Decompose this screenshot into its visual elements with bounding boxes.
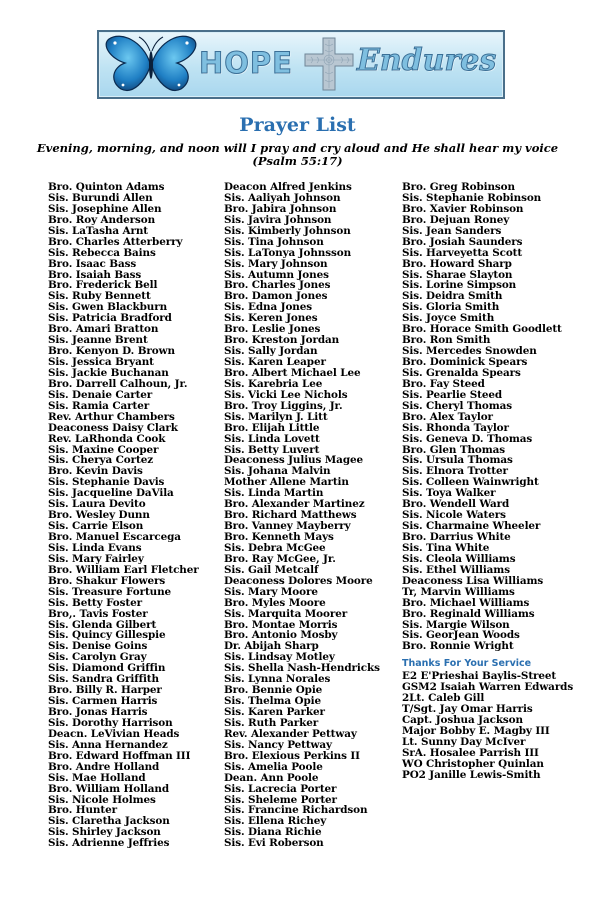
prayer-name: Bro. Xavier Robinson: [402, 202, 524, 215]
prayer-name: Sis. Sally Jordan: [224, 345, 318, 358]
hope-endures-banner: [97, 30, 505, 99]
service-member-name: Lt. Sunny Day McIver: [402, 736, 526, 748]
service-member-name: PO2 Janille Lewis-Smith: [402, 769, 541, 781]
prayer-name: Bro. Andre Holland: [48, 760, 160, 773]
prayer-name: Sis. Jeanne Brent: [48, 334, 148, 347]
prayer-name: Bro. Charles Atterberry: [48, 235, 183, 248]
prayer-name: Sis. Diana Richie: [224, 826, 322, 839]
prayer-name: Bro. Horace Smith Goodlett: [402, 323, 562, 336]
prayer-name: Bro. Charles Jones: [224, 279, 331, 292]
prayer-name: Sis. Colleen Wainwright: [402, 476, 539, 489]
prayer-name: Sis. Ellena Richey: [224, 815, 327, 828]
prayer-name: Sis. Keren Jones: [224, 312, 318, 325]
service-member-name: 2Lt. Caleb Gill: [402, 692, 485, 704]
prayer-name: Sis. Diamond Griffin: [48, 662, 166, 675]
prayer-name: Mother Allene Martin: [224, 476, 349, 489]
prayer-name: Sis. Harveyetta Scott: [402, 246, 523, 259]
prayer-name: Sis. Sheleme Porter: [224, 793, 337, 806]
prayer-name: Sis. Stephanie Robinson: [402, 191, 542, 204]
prayer-name: Bro. Manuel Escarcega: [48, 531, 181, 543]
butterfly-icon: [103, 33, 199, 95]
prayer-name: Sis. Francine Richardson: [224, 804, 368, 817]
prayer-name: Rev. LaRhonda Cook: [48, 432, 166, 445]
prayer-name: Sis. Betty Foster: [48, 596, 142, 609]
prayer-name: Sis. Gwen Blackburn: [48, 301, 168, 314]
prayer-name: Sis. Kimberly Johnson: [224, 224, 351, 237]
prayer-name: Bro. Glen Thomas: [402, 443, 506, 456]
prayer-name: Bro. Shakur Flowers: [48, 574, 166, 587]
prayer-list-column-2: [224, 182, 380, 849]
prayer-name: Bro. Myles Moore: [224, 596, 326, 609]
prayer-name: Sis. Joyce Smith: [402, 312, 495, 325]
prayer-list-column-3: [402, 182, 562, 652]
prayer-name: Bro. Ron Smith: [402, 334, 491, 347]
prayer-name: Deaconess Dolores Moore: [224, 574, 373, 587]
prayer-name: Sis. Vicki Lee Nichols: [224, 388, 348, 401]
prayer-name: Sis. Johana Malvin: [224, 465, 331, 478]
prayer-name: Bro. William Earl Fletcher: [48, 563, 199, 576]
prayer-name: Sis. Patricia Bradford: [48, 312, 172, 325]
prayer-name: Sis. Tina Johnson: [224, 235, 324, 248]
prayer-name: Bro. Edward Hoffman III: [48, 749, 191, 762]
prayer-name: Bro. Darrius White: [402, 531, 511, 543]
prayer-name: Sis. Aaliyah Johnson: [224, 191, 341, 204]
service-heading: Thanks For Your Service: [402, 658, 532, 669]
prayer-name: Sis. Mary Johnson: [224, 257, 328, 270]
prayer-name: Sis. Jacqueline DaVila: [48, 487, 174, 500]
prayer-name: Bro. Frederick Bell: [48, 279, 158, 292]
banner-hope-text: HOPE: [199, 46, 293, 80]
verse-text: Evening, morning, and noon will I pray and cry aloud and He shall hear my voice: [36, 141, 559, 155]
prayer-name: Sis. Mercedes Snowden: [402, 345, 537, 358]
prayer-name: Bro. Wendell Ward: [402, 498, 510, 511]
prayer-list-column-1: [48, 182, 199, 849]
prayer-name: Sis. Adrienne Jeffries: [48, 837, 170, 850]
prayer-name: Deaconess Daisy Clark: [48, 421, 178, 434]
prayer-name: Sis. Elnora Trotter: [402, 465, 508, 478]
prayer-name: Sis. Marilyn J. Litt: [224, 410, 328, 423]
verse-reference: (Psalm 55:17): [252, 154, 343, 168]
prayer-name: Sis. Jackie Buchanan: [48, 366, 169, 379]
prayer-name: Sis. Lindsay Motley: [224, 651, 335, 664]
prayer-name: Bro. Fay Steed: [402, 377, 485, 390]
prayer-name: Sis. Edna Jones: [224, 301, 312, 314]
prayer-name: Bro. William Holland: [48, 782, 170, 795]
prayer-name: Sis. Josephine Allen: [48, 202, 162, 215]
prayer-name: Sis. Cherya Cortez: [48, 454, 154, 467]
prayer-name: Sis. Nancy Pettway: [224, 738, 332, 751]
prayer-name: Bro. Troy Liggins, Jr.: [224, 399, 343, 412]
prayer-name: Sis. Sharae Slayton: [402, 268, 513, 281]
prayer-name: Sis. Karen Parker: [224, 706, 325, 718]
prayer-name: Bro. Amari Bratton: [48, 323, 159, 336]
prayer-name: Bro. Elexious Perkins II: [224, 749, 360, 762]
prayer-name: Sis. Cleola Williams: [402, 552, 516, 565]
prayer-name: Bro. Wesley Dunn: [48, 509, 150, 522]
prayer-name: Bro. Michael Williams: [402, 596, 530, 609]
prayer-name: Sis. Nicole Holmes: [48, 793, 156, 806]
prayer-name: Sis. GeorJean Woods: [402, 629, 520, 642]
prayer-name: Sis. Amelia Poole: [224, 760, 323, 773]
prayer-name: Bro. Richard Matthews: [224, 509, 357, 522]
scripture-verse: [0, 142, 595, 168]
prayer-name: Sis. Dorothy Harrison: [48, 716, 173, 729]
prayer-name: Sis. Denise Goins: [48, 640, 148, 653]
service-member-name: SrA. Hosalee Parrish III: [402, 747, 539, 759]
prayer-name: Bro. Alex Taylor: [402, 410, 493, 423]
prayer-name: Sis. Lorine Simpson: [402, 279, 517, 292]
prayer-name: Sis. Jessica Bryant: [48, 356, 154, 368]
prayer-name: Sis. Karebria Lee: [224, 377, 323, 390]
service-member-name: WO Christopher Quinlan: [402, 758, 544, 770]
prayer-name: Sis. Carmen Harris: [48, 695, 158, 708]
prayer-name: Sis. Ruby Bennett: [48, 290, 151, 303]
prayer-name: Sis. Grenalda Spears: [402, 366, 521, 379]
prayer-name: Sis. Geneva D. Thomas: [402, 432, 533, 445]
prayer-name: Sis. Evi Roberson: [224, 837, 324, 850]
prayer-name: Bro. Vanney Mayberry: [224, 520, 351, 533]
prayer-name: Sis. Charmaine Wheeler: [402, 520, 541, 533]
prayer-name: Sis. Jean Sanders: [402, 224, 502, 237]
prayer-name: Dean. Ann Poole: [224, 771, 319, 784]
service-member-name: GSM2 Isaiah Warren Edwards: [402, 681, 574, 693]
cross-icon: [302, 36, 356, 92]
prayer-name: Deacon Alfred Jenkins: [224, 181, 352, 193]
prayer-name: Sis. Lacrecia Porter: [224, 782, 337, 795]
prayer-name: Bro. Kenneth Mays: [224, 531, 334, 543]
prayer-name: Sis. Sandra Griffith: [48, 673, 159, 686]
prayer-name: Deacn. LeVivian Heads: [48, 727, 180, 740]
prayer-name: Dr. Abijah Sharp: [224, 640, 319, 653]
prayer-name: Sis. Rebecca Bains: [48, 246, 156, 259]
prayer-name: Sis. Margie Wilson: [402, 618, 510, 631]
prayer-name: Bro. Bennie Opie: [224, 684, 323, 697]
prayer-name: Bro. Elijah Little: [224, 421, 320, 434]
service-member-name: Major Bobby E. Magby III: [402, 725, 550, 737]
prayer-name: Sis. LaTasha Arnt: [48, 224, 148, 237]
prayer-name: Sis. Pearlie Steed: [402, 388, 503, 401]
prayer-name: Bro. Ronnie Wright: [402, 640, 514, 653]
prayer-name: Sis. Ramia Carter: [48, 399, 150, 412]
prayer-name: Bro. Jabira Johnson: [224, 202, 337, 215]
prayer-name: Sis. Mae Holland: [48, 771, 146, 784]
prayer-name: Sis. Thelma Opie: [224, 695, 321, 708]
prayer-name: Sis. Debra McGee: [224, 541, 326, 554]
prayer-name: Bro. Leslie Jones: [224, 323, 321, 336]
prayer-name: Bro. Kenyon D. Brown: [48, 345, 175, 358]
prayer-name: Sis. Ruth Parker: [224, 716, 319, 729]
banner-endures-text: Endures: [357, 43, 497, 78]
prayer-name: Bro. Dominick Spears: [402, 356, 528, 368]
prayer-name: Bro. Isaac Bass: [48, 257, 137, 270]
prayer-name: Sis. Autumn Jones: [224, 268, 329, 281]
prayer-name: Sis. Glenda Gilbert: [48, 618, 157, 631]
prayer-name: Bro. Darrell Calhoun, Jr.: [48, 377, 188, 390]
prayer-name: Sis. Shella Nash-Hendricks: [224, 662, 380, 675]
prayer-name: Sis. Anna Hernandez: [48, 738, 168, 751]
prayer-name: Sis. Treasure Fortune: [48, 585, 172, 598]
prayer-name: Bro. Ray McGee, Jr.: [224, 552, 336, 565]
prayer-name: Bro. Kreston Jordan: [224, 334, 340, 347]
prayer-name: Bro. Antonio Mosby: [224, 629, 338, 642]
prayer-name: Sis. Stephanie Davis: [48, 476, 165, 489]
prayer-name: Bro. Damon Jones: [224, 290, 328, 303]
prayer-name: Deaconess Julius Magee: [224, 454, 364, 467]
prayer-name: Bro. Albert Michael Lee: [224, 366, 361, 379]
prayer-name: Sis. Nicole Waters: [402, 509, 506, 522]
prayer-name: Sis. Gail Metcalf: [224, 563, 319, 576]
prayer-name: Sis. Ethel Williams: [402, 563, 510, 576]
prayer-name: Sis. Deidra Smith: [402, 290, 503, 303]
prayer-name: Bro. Billy R. Harper: [48, 684, 162, 697]
prayer-name: Sis. Javira Johnson: [224, 213, 332, 226]
prayer-name: Sis. Claretha Jackson: [48, 815, 170, 828]
prayer-name: Sis. Linda Martin: [224, 487, 324, 500]
prayer-name: Sis. Mary Moore: [224, 585, 318, 598]
prayer-name: Bro. Kevin Davis: [48, 465, 143, 478]
prayer-name: Sis. Cheryl Thomas: [402, 399, 513, 412]
prayer-name: Sis. Carrie Elson: [48, 520, 144, 533]
prayer-name: Sis. Linda Lovett: [224, 432, 320, 445]
prayer-name: Bro. Quinton Adams: [48, 181, 165, 193]
prayer-name: Bro,. Tavis Foster: [48, 607, 148, 620]
prayer-name: Bro. Dejuan Roney: [402, 213, 510, 226]
prayer-name: Sis. Mary Fairley: [48, 552, 144, 565]
prayer-name: Bro. Howard Sharp: [402, 257, 512, 270]
prayer-name: Bro. Greg Robinson: [402, 181, 515, 193]
prayer-name: Deaconess Lisa Williams: [402, 574, 544, 587]
prayer-name: Bro. Josiah Saunders: [402, 235, 523, 248]
prayer-name: Sis. Laura Devito: [48, 498, 146, 511]
prayer-name: Sis. Tina White: [402, 541, 490, 554]
service-members-list: [402, 671, 573, 781]
prayer-name: Rev. Alexander Pettway: [224, 727, 357, 740]
prayer-name: Sis. Quincy Gillespie: [48, 629, 166, 642]
page-title: Prayer List: [239, 114, 356, 136]
service-member-name: T/Sgt. Jay Omar Harris: [402, 703, 533, 715]
service-member-name: E2 E'Prieshai Baylis-Street: [402, 670, 557, 682]
prayer-name: Sis. Karen Leaper: [224, 356, 326, 368]
prayer-name: Bro. Isaiah Bass: [48, 268, 142, 281]
prayer-name: Sis. Shirley Jackson: [48, 826, 161, 839]
prayer-name: Bro. Reginald Williams: [402, 607, 535, 620]
prayer-name: Bro. Roy Anderson: [48, 213, 156, 226]
prayer-name: Sis. Ursula Thomas: [402, 454, 513, 467]
prayer-name: Sis. Marquita Moorer: [224, 607, 348, 620]
prayer-name: Sis. Betty Luvert: [224, 443, 320, 456]
prayer-name: Sis. Lynna Norales: [224, 673, 331, 686]
prayer-name: Sis. LaTonya Johnsson: [224, 246, 352, 259]
prayer-name: Rev. Arthur Chambers: [48, 410, 175, 423]
prayer-name: Sis. Gloria Smith: [402, 301, 500, 314]
prayer-name: Tr, Marvin Williams: [402, 585, 515, 598]
service-member-name: Capt. Joshua Jackson: [402, 714, 523, 726]
prayer-name: Sis. Maxine Cooper: [48, 443, 159, 456]
prayer-name: Sis. Toya Walker: [402, 487, 496, 500]
prayer-name: Bro. Hunter: [48, 804, 117, 817]
prayer-name: Bro. Alexander Martinez: [224, 498, 365, 511]
prayer-name: Sis. Burundi Allen: [48, 191, 153, 204]
prayer-name: Bro. Jonas Harris: [48, 706, 148, 718]
prayer-name: Sis. Carolyn Gray: [48, 651, 147, 664]
prayer-name: Sis. Linda Evans: [48, 541, 142, 554]
prayer-name: Sis. Denaie Carter: [48, 388, 153, 401]
prayer-name: Bro. Montae Morris: [224, 618, 338, 631]
prayer-name: Sis. Rhonda Taylor: [402, 421, 509, 434]
